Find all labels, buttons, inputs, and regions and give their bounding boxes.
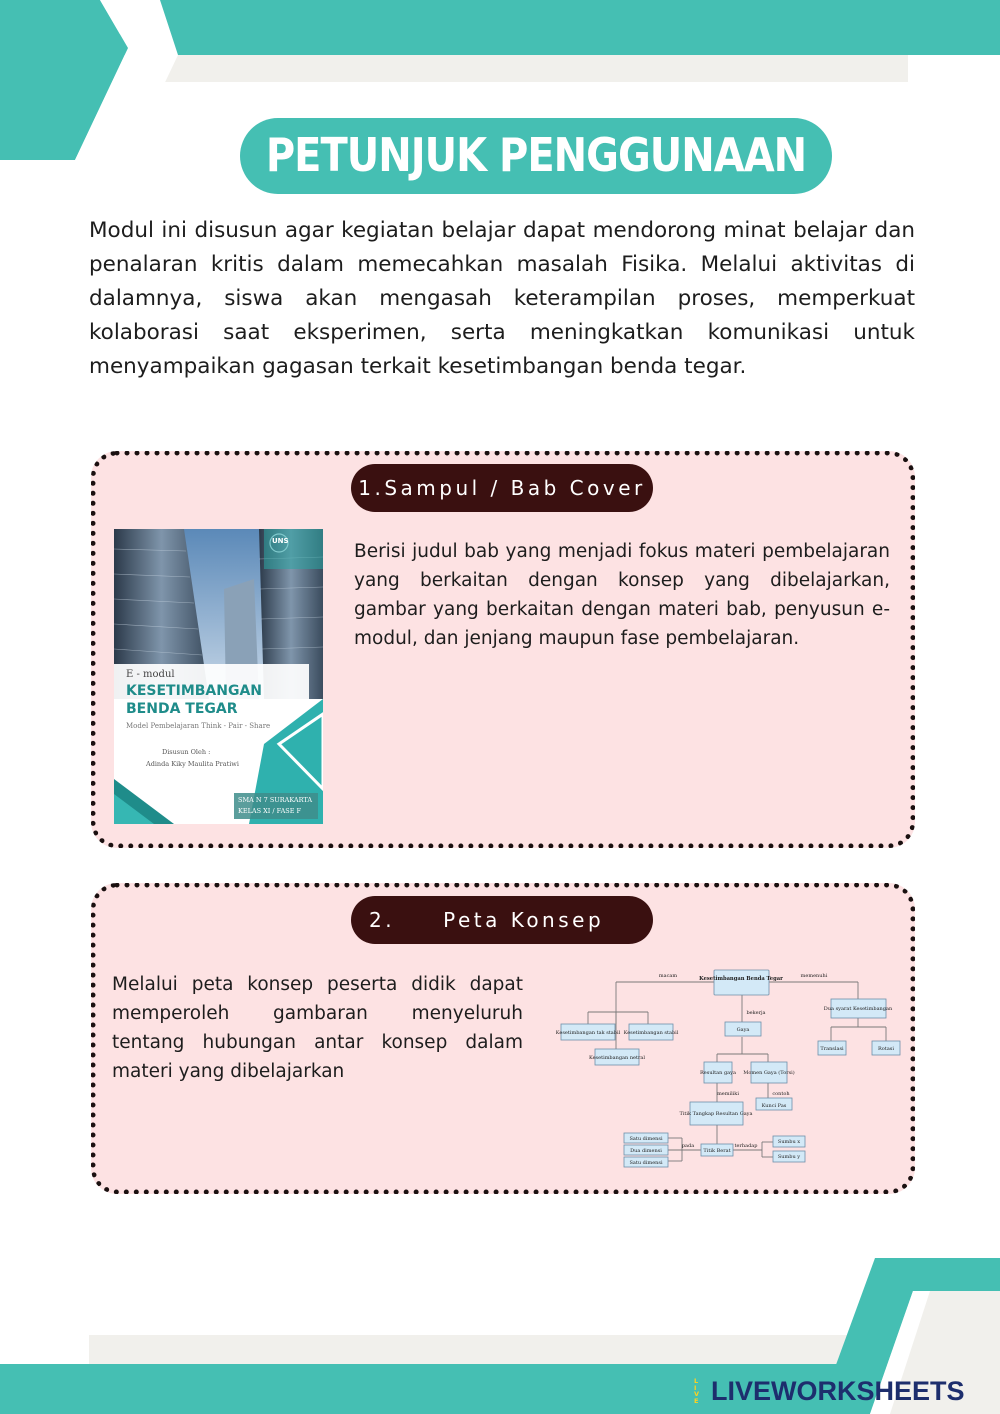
map-label-pada: pada: [681, 1143, 695, 1149]
brand-live-text: LIVE: [694, 1377, 700, 1405]
map-node-titik-berat: Titik Berat: [703, 1148, 731, 1154]
map-label-memiliki: memiliki: [717, 1091, 739, 1097]
section-label-concept-map-text: Peta Konsep: [443, 908, 605, 932]
map-node-resultan: Resultan gaya: [700, 1070, 736, 1076]
map-node-translasi: Translasi: [820, 1046, 844, 1052]
cover-school: SMA N 7 SURAKARTA: [238, 796, 313, 804]
section-label-cover-text: 1.Sampul / Bab Cover: [358, 476, 646, 500]
map-node-satu: Satu dimensi: [629, 1136, 663, 1142]
map-node-momen: Momen Gaya (Torsi): [743, 1070, 795, 1076]
cover-logo: UNS: [272, 537, 289, 545]
map-node-sumbu-x: Sumbu x: [777, 1139, 801, 1145]
map-node-sumbu-y: Sumbu y: [777, 1154, 801, 1160]
brand-name: LIVEWORKSHEETS: [711, 1375, 965, 1406]
map-node-stabil: Kesetimbangan stabil: [623, 1030, 679, 1036]
section-number-concept-map: 2.: [369, 908, 396, 932]
page-title: PETUNJUK PENGGUNAAN: [265, 129, 807, 183]
intro-paragraph: Modul ini disusun agar kegiatan belajar dapat mendorong minat belajar dan penalaran kritis dalam memecahkan masalah Fisika. Melalui aktivitas di dalamnya, siswa akan mengasah keterampilan proses, memperkuat kolaborasi saat eksperimen, serta meningkatkan komunikasi untuk menyampaikan gagasan terkait kesetimbangan benda tegar.: [89, 218, 915, 379]
map-node-rotasi: Rotasi: [878, 1046, 894, 1052]
map-label-bekerja: bekerja: [746, 1010, 766, 1016]
map-node-netral: Kesetimbangan netral: [589, 1055, 645, 1061]
map-node-root: Kesetimbangan Benda Tegar: [699, 976, 783, 982]
cover-model: Model Pembelajaran Think - Pair - Share: [126, 722, 271, 730]
map-node-tak-stabil: Kesetimbangan tak stabil: [556, 1030, 621, 1036]
brand-logo[interactable]: [694, 1376, 965, 1406]
map-label-contoh: contoh: [772, 1091, 790, 1097]
map-node-syarat: Dua syarat Kesetimbangan: [823, 1006, 893, 1012]
cover-grade: KELAS XI / FASE F: [238, 807, 302, 815]
map-node-titik-tangkap: Titik Tangkap Resultan Gaya: [679, 1111, 753, 1117]
section-label-concept-map: [351, 896, 653, 944]
map-label-macam: macam: [658, 973, 678, 979]
cover-by-label: Disusun Oleh :: [162, 748, 211, 756]
map-node-tiga: Satu dimensi: [629, 1160, 663, 1166]
map-label-terhadap: terhadap: [734, 1143, 758, 1149]
section-text-cover: Berisi judul bab yang menjadi fokus materi pembelajaran yang berkaitan dengan konsep yang dibelajarkan, gambar yang berkaitan dengan materi bab, penyusun e- modul, dan jenjang maupun fase pembelajaran.: [354, 541, 890, 649]
map-node-dua: Dua dimensi: [630, 1148, 662, 1154]
cover-title-line1: KESETIMBANGAN: [126, 683, 263, 699]
map-node-gaya: Gaya: [736, 1027, 750, 1033]
cover-author: Adinda Kiky Maulita Pratiwi: [146, 760, 239, 768]
brand-live-badge: [694, 1378, 708, 1404]
section-text-concept-map: Melalui peta konsep peserta didik dapat memperoleh gambaran menyeluruh tentang hubungan antar konsep dalam materi yang dibelajarkan: [112, 974, 523, 1082]
cover-emodul: E - modul: [126, 669, 175, 680]
map-label-memenuhi: memenuhi: [800, 973, 828, 979]
cover-thumbnail: [114, 529, 323, 824]
section-label-cover: [351, 464, 653, 512]
page-title-banner: [240, 118, 832, 194]
map-node-kunci: Kunci Pas: [761, 1103, 787, 1109]
concept-map: [556, 962, 901, 1172]
cover-title-line2: BENDA TEGAR: [126, 701, 238, 717]
